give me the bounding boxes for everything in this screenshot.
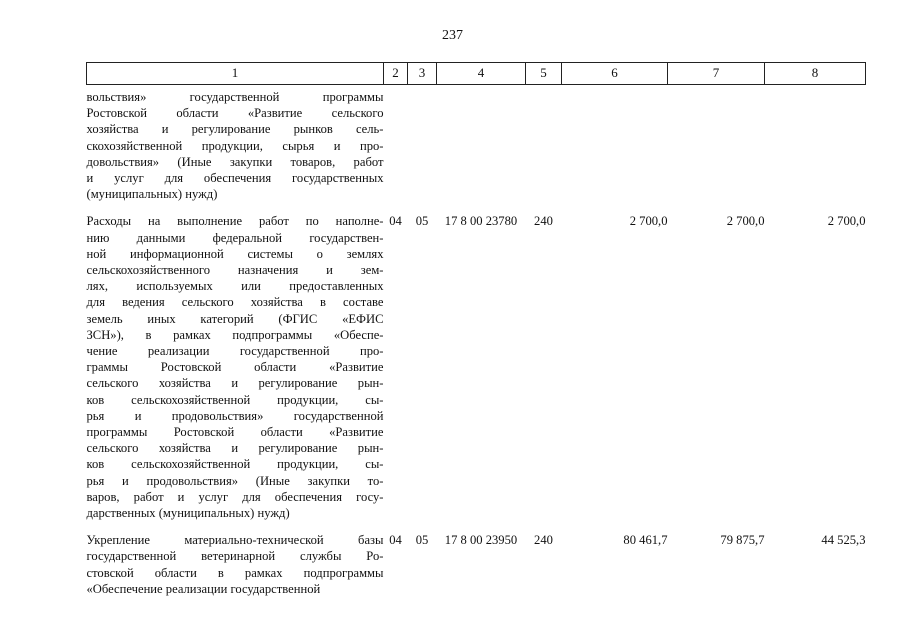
description-line: Расходы на выполнение работ по наполне- [86,214,384,229]
cell-expense-type: 240 [534,214,553,229]
description-line: граммы Ростовской области «Развитие [86,360,384,375]
description-line: ков сельскохозяйственной продукции, сы- [86,392,384,407]
cell-amount-year-1: 80 461,7 [623,533,668,548]
page-number: 237 [442,28,463,43]
cell-amount-year-3 [765,85,866,203]
description-line: рья и продовольствия» государственной [86,408,384,423]
column-header-5: 5 [526,63,562,85]
cell-target-article: 17 8 00 23780 [444,214,518,229]
cell-amount-year-1 [562,85,668,203]
column-header-7: 7 [668,63,765,85]
description-line: «Обеспечение реализации государственной [86,581,321,596]
cell-amount-year-3: 44 525,3 [821,533,866,548]
description-line: лях, используемых или предоставленных [86,279,384,294]
header-row [87,63,866,85]
cell-section: 04 [389,533,402,548]
row-description [87,85,384,203]
description-line: рья и продовольствия» (Иные закупки то- [86,473,384,488]
description-line: чение реализации государственной про- [86,344,384,359]
description-line: варов, работ и услуг для обеспечения госу- [86,489,384,504]
description-line: ЗСН»), в рамках подпрограммы «Обеспе- [86,327,384,342]
table-row [87,85,866,203]
column-header-1: 1 [87,63,384,85]
description-line: сельскохозяйственного назначения и зем- [86,263,384,278]
cell-section [384,85,408,203]
description-line: сельского хозяйства и регулирование рын- [86,441,384,456]
description-line: скохозяйственной продукции, сырья и про- [86,138,384,153]
description-line: программы Ростовской области «Развитие [86,425,384,440]
row-description [87,521,384,597]
cell-subsection: 05 [415,533,429,548]
description-line: и услуг для обеспечения государственных [86,171,384,186]
cell-amount-year-2 [668,85,765,203]
description-line: нию данными федеральной государствен- [86,230,384,245]
row-description [87,202,384,521]
description-line: сельского хозяйства и регулирование рын- [86,376,384,391]
cell-target-article [437,85,526,203]
cell-expense-type [526,85,562,203]
budget-table [86,62,866,597]
description-line: Ростовской области «Развитие сельского [86,106,384,121]
description-line: (муниципальных) нужд) [86,187,218,202]
table-body [87,85,866,598]
column-header-3: 3 [408,63,437,85]
description-line: довольствия» (Иные закупки товаров, работ [86,154,384,169]
description-line: для ведения сельского хозяйства в составе [86,295,384,310]
column-header-4: 4 [437,63,526,85]
description-line: Укрепление материально-технической базы [86,533,384,548]
description-line: ной информационной системы о землях [86,246,384,261]
cell-amount-year-1: 2 700,0 [629,214,668,229]
description-line: дарственных (муниципальных) нужд) [86,506,290,521]
description-line: земель иных категорий (ФГИС «ЕФИС [86,311,384,326]
cell-amount-year-3: 2 700,0 [827,214,866,229]
column-header-8: 8 [765,63,866,85]
table-row [87,521,866,597]
description-line: ков сельскохозяйственной продукции, сы- [86,457,384,472]
cell-subsection [408,85,437,203]
cell-subsection: 05 [415,214,429,229]
table-row [87,202,866,521]
cell-section: 04 [389,214,402,229]
cell-amount-year-2: 2 700,0 [726,214,765,229]
cell-amount-year-2: 79 875,7 [720,533,765,548]
cell-expense-type: 240 [534,533,553,548]
description-line: стовской области в рамках подпрограммы [86,565,384,580]
description-line: вольствия» государственной программы [86,90,384,104]
description-line: хозяйства и регулирование рынков сель- [86,122,384,137]
description-line: государственной ветеринарной службы Ро- [86,549,384,564]
cell-target-article: 17 8 00 23950 [444,533,518,548]
column-header-6: 6 [562,63,668,85]
column-header-2: 2 [384,63,408,85]
